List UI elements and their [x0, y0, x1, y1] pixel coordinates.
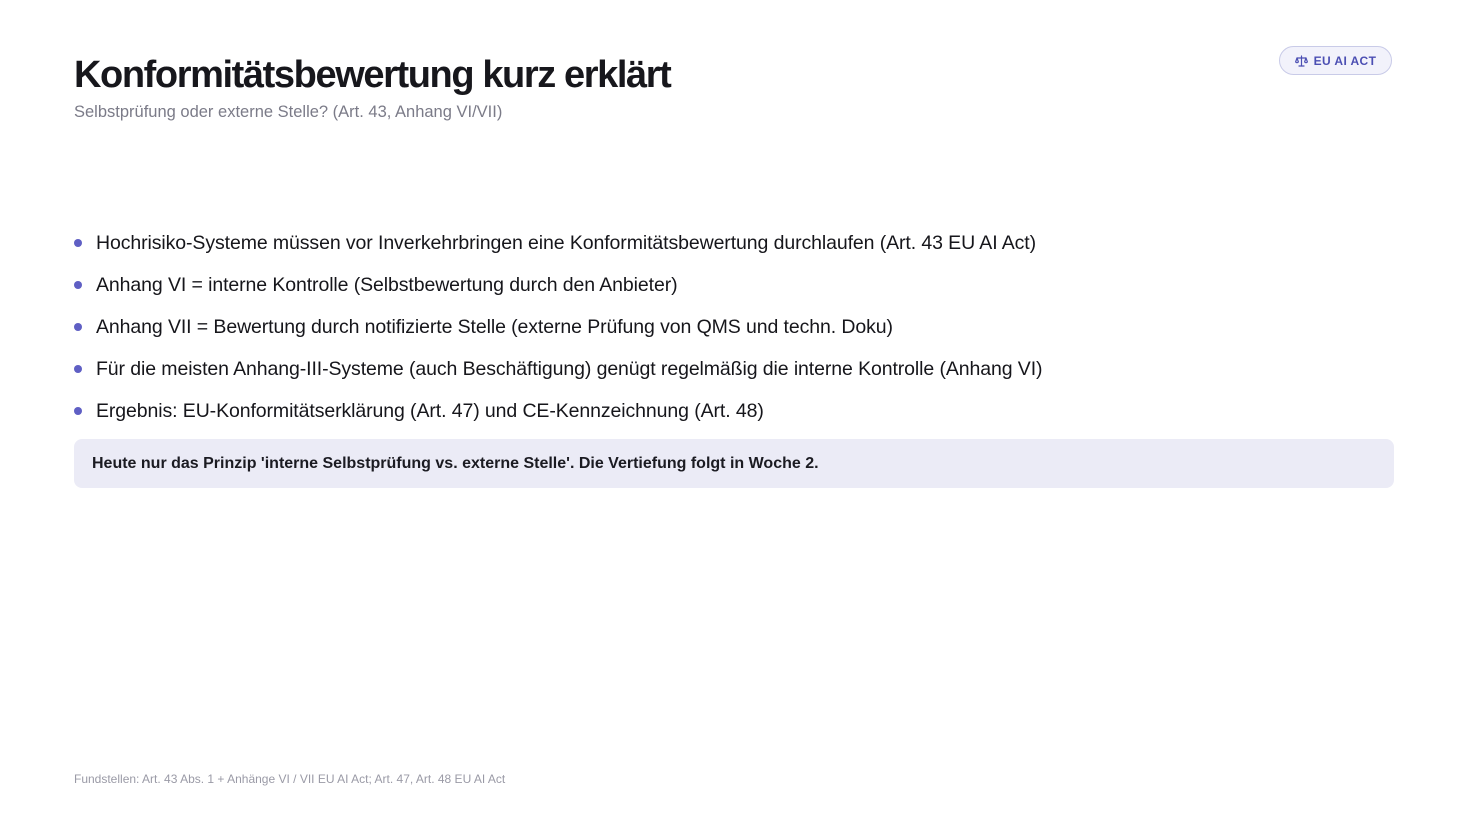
list-item — [74, 390, 1042, 432]
topic-badge — [1279, 46, 1392, 75]
list-item-text: Hochrisiko-Systeme müssen vor Inverkehrbringen eine Konformitätsbewertung durchlaufen (Art. 43 EU AI Act) — [96, 231, 1037, 254]
list-item — [74, 222, 1042, 264]
scale-icon — [1295, 55, 1308, 67]
bullet-dot-icon — [74, 323, 82, 331]
bullet-list — [74, 222, 1042, 432]
bullet-dot-icon — [74, 407, 82, 415]
list-item-text: Anhang VI = interne Kontrolle (Selbstbewertung durch den Anbieter) — [96, 273, 678, 296]
list-item — [74, 264, 1042, 306]
list-item-text: Anhang VII = Bewertung durch notifizierte Stelle (externe Prüfung von QMS und techn. Doku) — [96, 315, 893, 338]
bullet-dot-icon — [74, 281, 82, 289]
info-callout-text: Heute nur das Prinzip 'interne Selbstprüfung vs. externe Stelle'. Die Vertiefung folgt in Woche 2. — [92, 454, 819, 472]
page-title: Konformitätsbewertung kurz erklärt — [74, 54, 671, 96]
info-callout — [74, 439, 1394, 488]
bullet-dot-icon — [74, 365, 82, 373]
source-footnote: Fundstellen: Art. 43 Abs. 1 + Anhänge VI / VII EU AI Act; Art. 47, Art. 48 EU AI Act — [74, 772, 506, 786]
topic-badge-label: EU AI ACT — [1313, 53, 1377, 68]
page-subtitle: Selbstprüfung oder externe Stelle? (Art. 43, Anhang VI/VII) — [74, 103, 503, 121]
bullet-dot-icon — [74, 239, 82, 247]
list-item — [74, 306, 1042, 348]
list-item — [74, 348, 1042, 390]
list-item-text: Für die meisten Anhang-III-Systeme (auch Beschäftigung) genügt regelmäßig die interne Kontrolle (Anhang VI) — [96, 357, 1043, 380]
list-item-text: Ergebnis: EU-Konformitätserklärung (Art. 47) und CE-Kennzeichnung (Art. 48) — [96, 399, 764, 422]
